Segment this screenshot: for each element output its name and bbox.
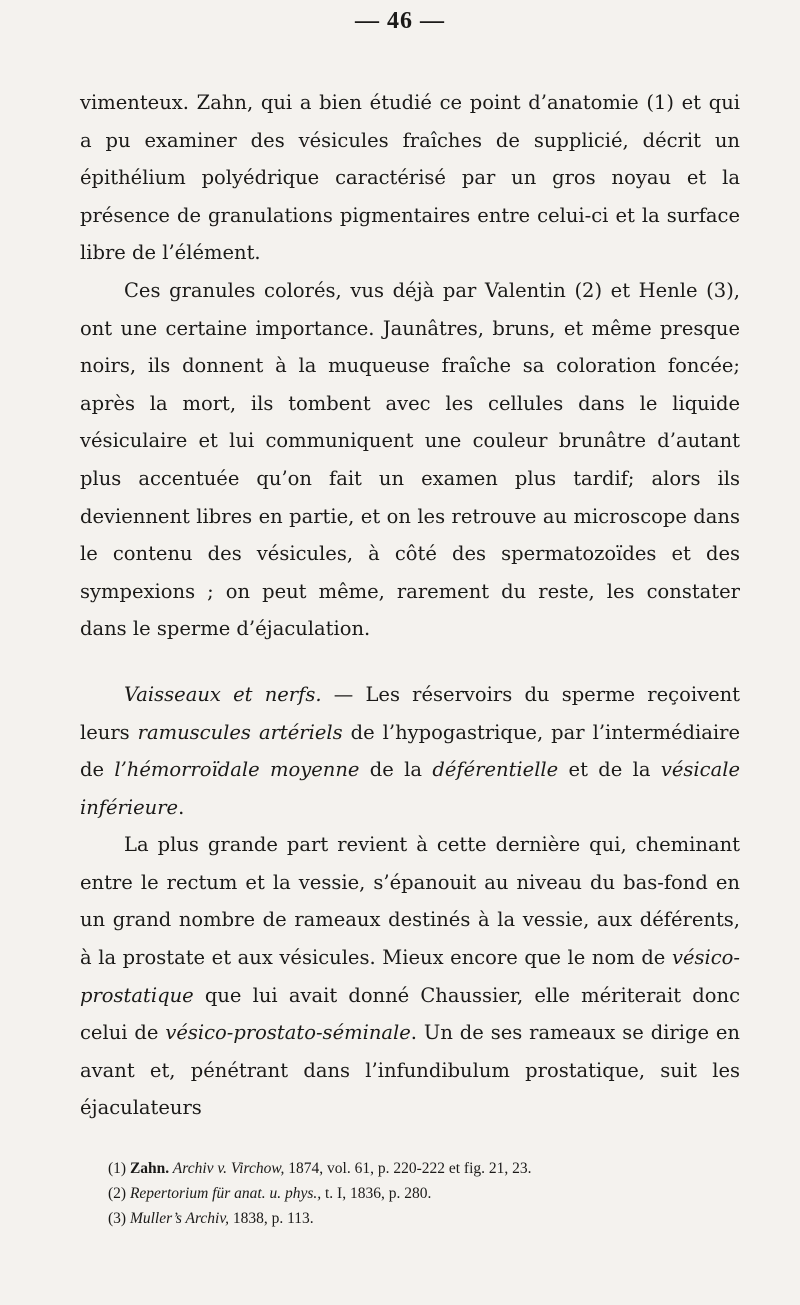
page-number: — 46 — (355, 8, 445, 34)
footnote-details: 1838, p. 113. (228, 1210, 314, 1227)
emphasis: vésico-prostatique (80, 946, 740, 1007)
footnote-author: Zahn. (129, 1160, 170, 1177)
text-run: et de la (558, 758, 661, 782)
emphasis: ramuscules artériels (137, 720, 343, 744)
text-run: . (178, 795, 185, 819)
text-run: de la (359, 758, 433, 782)
paragraph-granules: Ces granules colorés, vus déjà par Valentin (2) et Henle (3), ont une certaine importance. Jaunâtres, bruns, et même presque noirs, ils donnent à la muqueuse fraîche sa coloration foncée; après la mort, ils tombent avec les cellules dans le liquide vésiculaire et lui communiquent une couleur brunâtre d’autant plus accentuée qu’on fait un examen plus tardif; alors ils deviennent libres en partie, et on les retrouve au microscope dans le contenu des vésicules, à côté des spermatozoïdes et des sympexions ; on peut même, rarement du reste, les constater dans le sperme d’éjaculation. (80, 278, 740, 641)
body-text (80, 84, 740, 1127)
text-run: La plus grande part revient à cette dernière qui, cheminant entre le rectum et la vessie, s’épanouit au niveau du bas-fond en un grand nombre de rameaux destinés à la vessie, aux déférents, à la prostate et aux vésicules. Mieux encore que le nom de (80, 833, 740, 970)
footnote-1 (108, 1156, 748, 1181)
text-run: de l’hypogastrique, par l’intermédiaire de (80, 720, 740, 782)
paragraph-vesical-artery (80, 826, 740, 1127)
emphasis: déférentielle (432, 758, 559, 782)
footnote-source: Repertorium für anat. u. phys., (129, 1185, 322, 1202)
footnote-source: Muller’s Archiv, (129, 1210, 229, 1227)
section-heading: Vaisseaux et nerfs. (124, 682, 322, 706)
paragraph-continuation: vimenteux. Zahn, qui a bien étudié ce point d’anatomie (1) et qui a pu examiner des vésicules fraîches de supplicié, décrit un épithélium polyédrique caractérisé par un gros noyau et la présence de granulations pigmentaires entre celui-ci et la surface libre de l’élément. (80, 91, 740, 265)
text-run: . Un de ses rameaux se dirige en avant et, pénétrant dans l’infundibulum prostatique, suit les éjaculateurs (80, 1021, 740, 1120)
footnote-details: t. I, 1836, p. 280. (321, 1185, 432, 1202)
footnote-mark: (2) (108, 1185, 130, 1202)
footnote-source: Archiv v. Virchow, (169, 1160, 285, 1177)
text-run: — Les réservoirs du sperme reçoivent leurs (80, 682, 741, 744)
emphasis: vésico-prostato-séminale (165, 1021, 411, 1045)
footnote-3 (108, 1206, 748, 1231)
footnotes (108, 1156, 748, 1231)
text-run: que lui avait donné Chaussier, elle mériterait donc celui de (80, 983, 740, 1045)
section-spacer (80, 648, 740, 676)
emphasis: vésicale inférieure (80, 758, 740, 819)
footnote-details: 1874, vol. 61, p. 220-222 et fig. 21, 23. (284, 1160, 532, 1177)
paragraph-vessels (80, 676, 740, 826)
emphasis: l’hémorroïdale moyenne (114, 758, 360, 782)
footnote-2 (108, 1181, 748, 1206)
footnote-mark: (3) (108, 1210, 130, 1227)
footnote-mark: (1) (108, 1160, 130, 1177)
